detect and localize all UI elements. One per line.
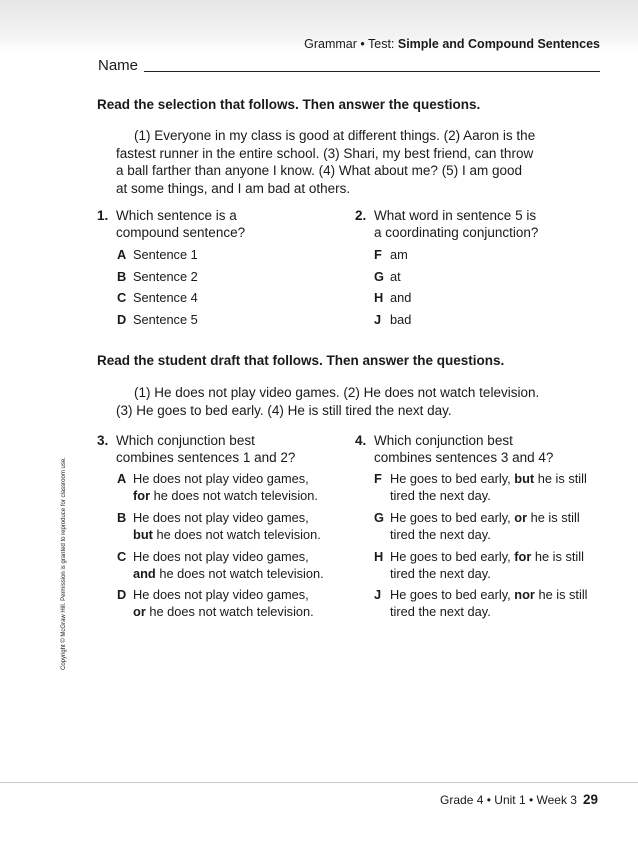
answer-option[interactable] bbox=[117, 470, 318, 504]
option-text: he is still bbox=[534, 587, 588, 602]
option-text: He goes to bed early, bbox=[390, 471, 515, 486]
option-text: Sentence 1 bbox=[133, 247, 198, 262]
option-letter: G bbox=[374, 510, 384, 525]
passage-line: at some things, and I am bad at others. bbox=[116, 180, 351, 196]
passage-line: a ball farther than anyone I know. (4) What about me? (5) I am good bbox=[116, 163, 522, 178]
option-text: tired the next day. bbox=[390, 604, 491, 619]
footer-text: Grade 4 • Unit 1 • Week 3 bbox=[440, 793, 577, 807]
answer-option[interactable] bbox=[117, 586, 314, 620]
footer-divider bbox=[0, 782, 638, 783]
question-text: Which conjunction best bbox=[374, 433, 513, 448]
answer-option[interactable] bbox=[374, 509, 580, 543]
answer-option[interactable] bbox=[117, 311, 198, 328]
answer-option[interactable] bbox=[374, 246, 408, 263]
question-number: 1. bbox=[97, 208, 109, 223]
option-letter: J bbox=[374, 312, 382, 327]
option-letter: C bbox=[117, 549, 127, 564]
question-2 bbox=[355, 207, 538, 241]
option-letter: F bbox=[374, 247, 382, 262]
passage-line: fastest runner in the entire school. (3) Shari, my best friend, can throw bbox=[116, 145, 534, 161]
page-number: 29 bbox=[582, 792, 598, 807]
section2-passage bbox=[116, 384, 576, 419]
option-text: at bbox=[390, 269, 401, 284]
header-prefix: Grammar • Test: bbox=[304, 37, 398, 51]
question-3 bbox=[97, 432, 295, 466]
option-letter: A bbox=[117, 471, 127, 486]
option-letter: J bbox=[374, 587, 382, 602]
answer-option[interactable] bbox=[374, 586, 588, 620]
option-text: He does not play video games, bbox=[133, 587, 309, 602]
section1-instruction: Read the selection that follows. Then answer the questions. bbox=[97, 97, 481, 112]
option-letter: H bbox=[374, 290, 384, 305]
question-number: 4. bbox=[355, 433, 367, 448]
option-text: he does not watch television. bbox=[155, 566, 324, 581]
passage-line: (1) Everyone in my class is good at different things. (2) Aaron is the bbox=[134, 128, 536, 143]
option-text: He goes to bed early, bbox=[390, 549, 515, 564]
answer-option[interactable] bbox=[117, 548, 324, 582]
option-text: He goes to bed early, bbox=[390, 510, 515, 525]
option-text: tired the next day. bbox=[390, 566, 491, 581]
page-header bbox=[304, 37, 600, 51]
option-text: Sentence 4 bbox=[133, 290, 198, 305]
option-conjunction: for bbox=[133, 488, 151, 503]
option-conjunction: nor bbox=[514, 587, 535, 602]
copyright-notice: Copyright © McGraw Hill. Permission is granted to reproduce for classroom use. bbox=[61, 457, 67, 670]
answer-option[interactable] bbox=[374, 470, 587, 504]
option-conjunction: but bbox=[514, 471, 535, 486]
question-number: 2. bbox=[355, 208, 367, 223]
question-text: combines sentences 3 and 4? bbox=[374, 450, 554, 465]
option-letter: F bbox=[374, 471, 382, 486]
answer-option[interactable] bbox=[374, 311, 411, 328]
option-letter: B bbox=[117, 510, 127, 525]
answer-option[interactable] bbox=[117, 289, 198, 306]
option-text: tired the next day. bbox=[390, 527, 491, 542]
question-text: Which conjunction best bbox=[116, 433, 255, 448]
passage-line: (1) He does not play video games. (2) He does not watch television. bbox=[134, 385, 540, 400]
option-text: bad bbox=[390, 312, 412, 327]
option-text: he does not watch television. bbox=[152, 527, 321, 542]
question-4 bbox=[355, 432, 553, 466]
option-text: Sentence 5 bbox=[133, 312, 198, 327]
option-text: and bbox=[390, 290, 412, 305]
option-text: He does not play video games, bbox=[133, 510, 309, 525]
option-text: he is still bbox=[534, 471, 587, 486]
answer-option[interactable] bbox=[117, 509, 321, 543]
option-text: he is still bbox=[527, 510, 580, 525]
name-label: Name bbox=[98, 57, 139, 74]
option-letter: D bbox=[117, 587, 127, 602]
passage-line: (3) He goes to bed early. (4) He is still tired the next day. bbox=[116, 402, 452, 418]
question-text: Which sentence is a bbox=[116, 208, 237, 223]
question-number: 3. bbox=[97, 433, 109, 448]
question-text: What word in sentence 5 is bbox=[374, 208, 537, 223]
option-conjunction: but bbox=[133, 527, 153, 542]
option-text: am bbox=[390, 247, 408, 262]
name-row bbox=[98, 57, 600, 77]
option-text: he does not watch television. bbox=[150, 488, 318, 503]
option-letter: A bbox=[117, 247, 127, 262]
option-letter: H bbox=[374, 549, 384, 564]
section2-instruction: Read the student draft that follows. Then answer the questions. bbox=[97, 353, 505, 368]
answer-option[interactable] bbox=[117, 268, 198, 285]
answer-option[interactable] bbox=[117, 246, 198, 263]
question-text: compound sentence? bbox=[116, 225, 246, 240]
option-letter: G bbox=[374, 269, 384, 284]
page-footer bbox=[440, 792, 598, 807]
option-text: He does not play video games, bbox=[133, 471, 309, 486]
name-field[interactable] bbox=[144, 71, 600, 72]
answer-option[interactable] bbox=[374, 268, 401, 285]
question-text: a coordinating conjunction? bbox=[374, 225, 539, 240]
option-letter: C bbox=[117, 290, 127, 305]
answer-option[interactable] bbox=[374, 548, 584, 582]
header-title: Simple and Compound Sentences bbox=[397, 37, 600, 51]
option-conjunction: and bbox=[133, 566, 156, 581]
option-conjunction: or bbox=[514, 510, 528, 525]
section1-passage bbox=[116, 127, 576, 197]
option-text: Sentence 2 bbox=[133, 269, 198, 284]
option-text: tired the next day. bbox=[390, 488, 491, 503]
option-letter: D bbox=[117, 312, 127, 327]
question-text: combines sentences 1 and 2? bbox=[116, 450, 296, 465]
option-conjunction: or bbox=[133, 604, 146, 619]
option-text: he does not watch television. bbox=[145, 604, 314, 619]
option-text: He goes to bed early, bbox=[390, 587, 515, 602]
option-letter: B bbox=[117, 269, 127, 284]
option-text: He does not play video games, bbox=[133, 549, 309, 564]
question-1 bbox=[97, 207, 245, 241]
option-text: he is still bbox=[531, 549, 584, 564]
option-conjunction: for bbox=[514, 549, 532, 564]
answer-option[interactable] bbox=[374, 289, 411, 306]
